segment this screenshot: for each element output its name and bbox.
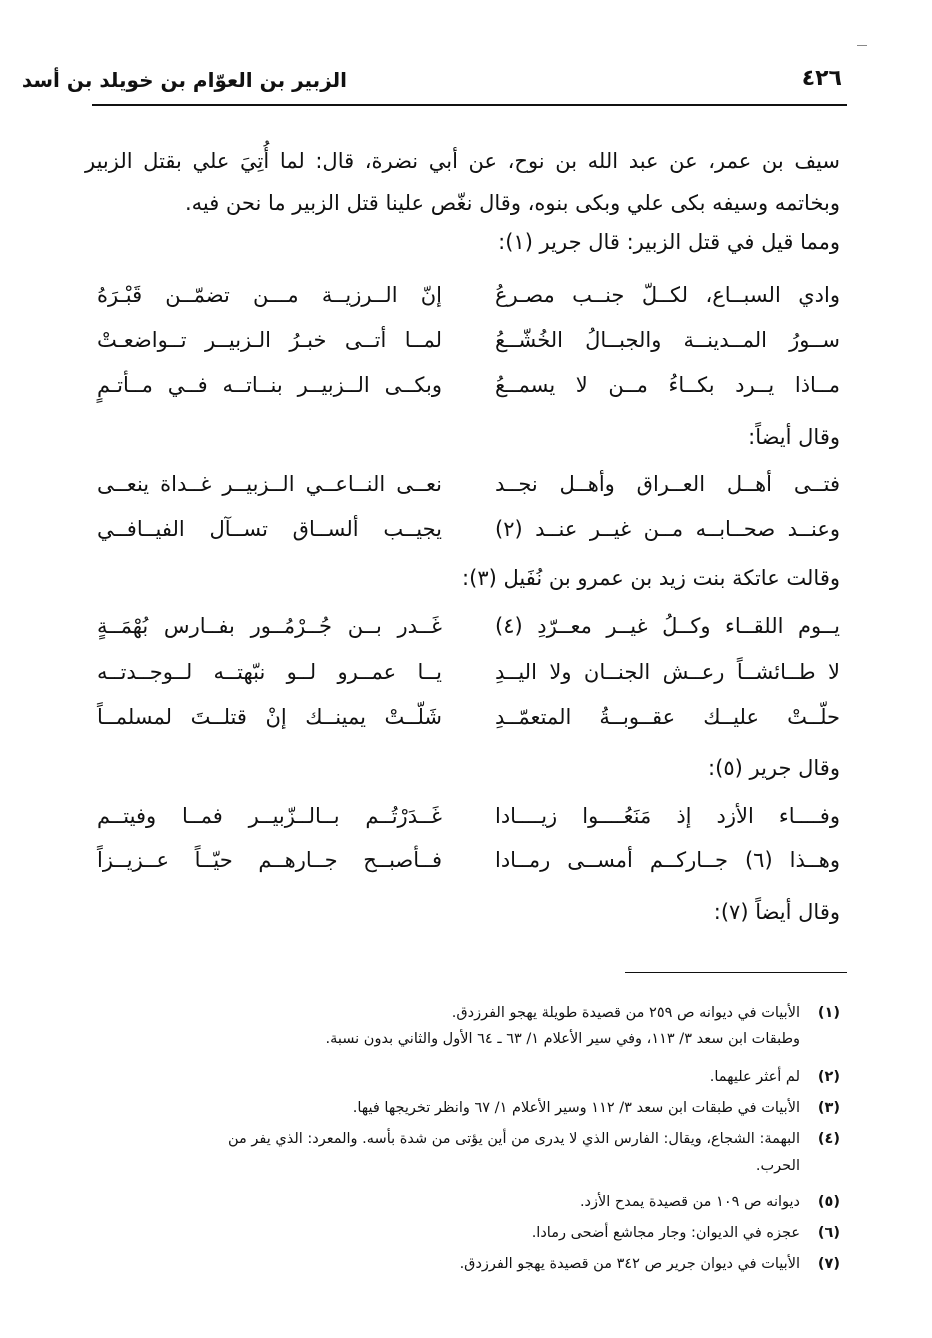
verse-second-hemistich: يــوم اللقــاء وكــلُ غيــر معــرّدِ (٤) xyxy=(495,614,840,638)
section-1-intro: ومما قيل في قتل الزبير: قال جرير (١): xyxy=(498,230,840,254)
footnote-number: (٥) xyxy=(817,1194,840,1210)
footnote-text: ديوانه ص ١٠٩ من قصيدة يمدح الأزد. xyxy=(579,1194,800,1210)
page-number: ٤٢٦ xyxy=(801,66,842,91)
intro-paragraph: سيف بن عمر، عن عبد الله بن نوح، عن أبي نضرة، قال: لما أُتِيَ علي بقتل الزبير وبخاتمه وسيفه بكى علي وبكى بنوه، وقال نغّص علينا قتل الزبير ما نحن فيه. xyxy=(85,149,840,215)
verse-second-hemistich: ســورُ المــدينــة والجبــالُ الخُشّــعُ xyxy=(495,328,840,352)
footnote-text: الأبيات في ديوانه ص ٢٥٩ من قصيدة طويلة يهجو الفرزدق. xyxy=(451,1005,800,1021)
footnote xyxy=(95,1219,840,1248)
footnote xyxy=(95,1063,840,1092)
verse-first-hemistich: وبكــى الــزبيــر بنــاتــه فــي مــأتـمٍ xyxy=(97,373,442,397)
footnote xyxy=(95,1094,840,1123)
section-5-intro: وقال أيضاً (٧): xyxy=(713,900,840,924)
footnote-text: البهمة: الشجاع، ويقال: الفارس الذي لا يدرى من أين يؤتى من شدة بأسه. والمعرد: الذي يفر من xyxy=(227,1131,800,1147)
footnote xyxy=(95,999,840,1028)
verse-second-hemistich: حلّــتْ عليــك عقــوبــةُ المتعمّــدِ xyxy=(495,705,840,729)
verse-second-hemistich: فتــى أهــل العــراق وأهــل نجــد xyxy=(495,472,840,496)
footnote-text: لم أعثر عليهما. xyxy=(709,1069,800,1085)
scan-mark xyxy=(857,45,867,46)
verse-first-hemistich: يــا عمــرو لــو نبّهتــه لــوجــدتــه xyxy=(97,660,442,684)
verse-second-hemistich: مــاذا يــرد بكــاءُ مــن لا يسمــعُ xyxy=(495,373,840,397)
footnote-number: (٤) xyxy=(817,1131,840,1147)
verse-second-hemistich: وادي السبــاع، لكــلّ جنــب مصـرعُ xyxy=(495,283,840,307)
verse-first-hemistich: نعــى النــاعــي الــزبيــر غــداة ينعــى xyxy=(97,472,442,496)
section-2-intro: وقال أيضاً: xyxy=(748,425,840,449)
section-3-intro: وقالت عاتكة بنت زيد بن عمرو بن نُفَيل (٣): xyxy=(462,566,840,590)
footnote-text: الأبيات في طبقات ابن سعد ٣/ ١١٢ وسير الأعلام ١/ ٦٧ وانظر تخريجها فيها. xyxy=(352,1100,800,1116)
verse-first-hemistich: غَــدر بــن جُــرْمُــور بفــارس بُهْمَــةٍ xyxy=(97,614,442,638)
footnote-number: (٣) xyxy=(817,1100,840,1116)
verse-first-hemistich: شَلّــتْ يمينــك إنْ قتلــتَ لمسلمــاً xyxy=(97,705,442,729)
verse-second-hemistich: وعنــد صحــابــه مــن غيــر عنــد (٢) xyxy=(495,517,840,541)
header-rule xyxy=(92,104,847,106)
verse-first-hemistich: إنّ الــرزيــة مـــن تضمّــن قَبْـرَهُ xyxy=(97,283,442,307)
footnote-number: (٧) xyxy=(817,1256,840,1272)
verse-second-hemistich: لا طــائشــاً رعــش الجنــان ولا اليــدِ xyxy=(495,660,840,684)
footnote-number: (١) xyxy=(817,1005,840,1021)
footnote-number: (٢) xyxy=(817,1069,840,1085)
footnote-text: الأبيات في ديوان جرير ص ٣٤٢ من قصيدة يهجو الفرزدق. xyxy=(459,1256,800,1272)
verse-first-hemistich: يجيــب ألســاق تســآل الفيــافــي xyxy=(97,517,442,541)
verse-first-hemistich: لمــا أتــى خبـرُ الـزبيــر تــواضعـتْ xyxy=(97,328,442,352)
running-header-title: الزبير بن العوّام بن خويلد بن أسد xyxy=(21,68,347,92)
footnote-text: عجزه في الديوان: وجار مجاشع أضحى رمادا. xyxy=(531,1225,800,1241)
footnote-continuation: الحرب. xyxy=(755,1158,800,1174)
footnote-number: (٦) xyxy=(817,1225,840,1241)
verse-second-hemistich: وفــــاء الأزد إذ مَنَعُــــوا زيــــادا xyxy=(495,804,840,828)
section-4-intro: وقال جرير (٥): xyxy=(708,756,840,780)
footnote xyxy=(95,1250,840,1279)
verse-first-hemistich: غَــدَرْتُــم بــالــزّبيــر فمــا وفيتــم xyxy=(97,804,442,828)
footnote-rule xyxy=(625,972,847,973)
footnote xyxy=(95,1188,840,1217)
footnote-continuation: وطبقات ابن سعد ٣/ ١١٣، وفي سير الأعلام ١/ ٦٣ ـ ٦٤ الأول والثاني بدون نسبة. xyxy=(325,1031,800,1047)
verse-first-hemistich: فــأصبــح جــارهــم حيّــاً عــزيــزاً xyxy=(97,848,442,872)
verse-second-hemistich: وهــذا (٦) جــاركــم أمســى رمــادا xyxy=(495,848,840,872)
footnote xyxy=(95,1125,840,1154)
